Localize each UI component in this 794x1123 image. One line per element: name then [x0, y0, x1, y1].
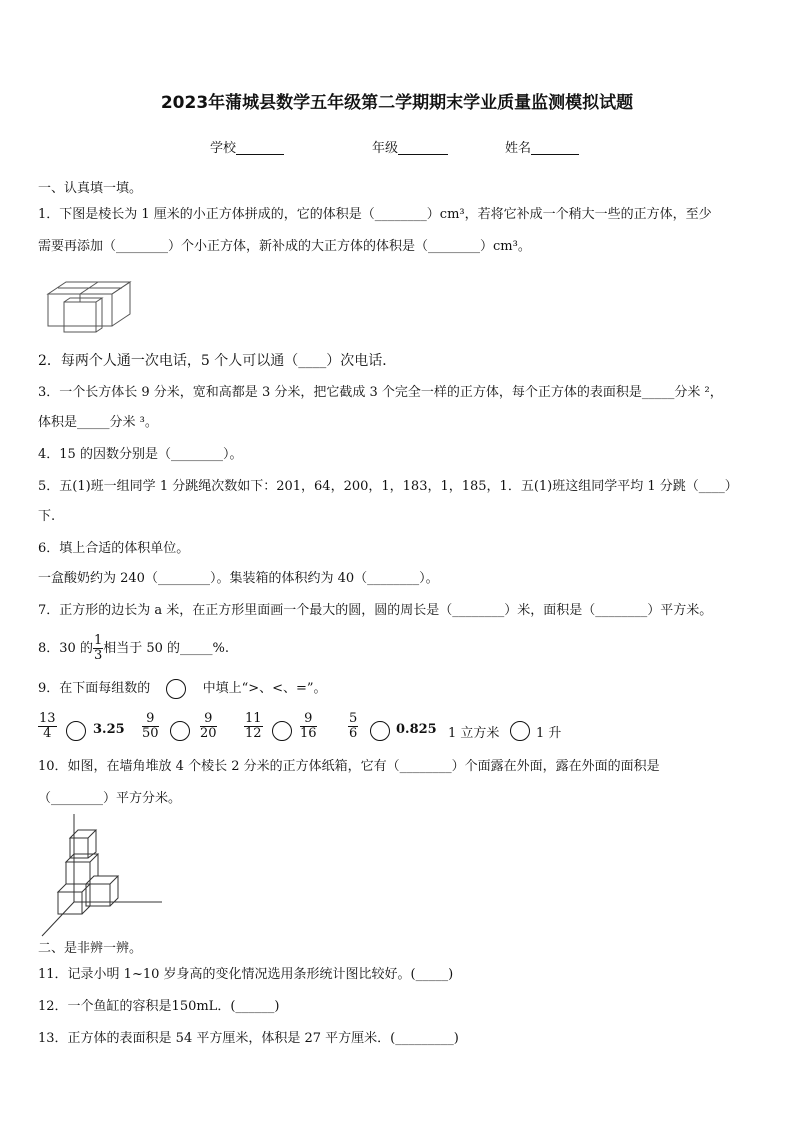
pair-5-circle[interactable]	[510, 721, 530, 741]
pair-1-left	[38, 712, 57, 741]
question-12: 12．一个鱼缸的容积是150mL．(______)	[38, 999, 280, 1014]
pair-2-left	[142, 712, 159, 741]
pair-1-left-num: 13	[39, 711, 56, 726]
grade-label: 年级	[372, 141, 399, 156]
pair-3-right-num: 9	[300, 712, 317, 727]
pair-4-left-num: 5	[349, 711, 358, 726]
pair-1-circle[interactable]	[66, 721, 86, 741]
pair-2-right	[200, 712, 217, 741]
grade-blank[interactable]	[398, 140, 448, 155]
grade-field[interactable]	[372, 140, 448, 158]
comparison-row	[38, 710, 758, 754]
pair-2-circle[interactable]	[170, 721, 190, 741]
question-5-line-1: 5．五(1)班一组同学 1 分跳绳次数如下：201，64，200，1，183，1，185，1．五(1)班这组同学平均 1 分跳（____）	[38, 479, 738, 494]
question-3-line-2: 体积是_____分米 ³。	[38, 415, 158, 430]
school-blank[interactable]	[236, 140, 284, 155]
pair-4-circle[interactable]	[370, 721, 390, 741]
question-6-line-2: 一盒酸奶约为 240（________）。集装箱的体积约为 40（________）。	[38, 571, 439, 586]
fraction-numerator: 1	[93, 633, 103, 648]
page-title: 2023年蒲城县数学五年级第二学期期末学业质量监测模拟试题	[160, 93, 634, 113]
section-heading-1: 一、认真填一填。	[38, 181, 143, 196]
name-label: 姓名	[505, 141, 532, 156]
question-8-suffix: 相当于 50 的_____%.	[103, 641, 230, 656]
question-8	[38, 632, 229, 666]
pair-5-left: 1 立方米	[448, 726, 500, 741]
question-13: 13．正方体的表面积是 54 平方厘米，体积是 27 平方厘米．(_________)	[38, 1031, 459, 1046]
school-field[interactable]	[210, 140, 284, 158]
pair-2-right-num: 9	[200, 712, 217, 727]
pair-5-right: 1 升	[536, 726, 562, 741]
pair-4-left-den: 6	[349, 726, 358, 741]
corner-cubes-figure	[36, 814, 166, 940]
pair-2-left-den: 50	[142, 726, 159, 741]
question-1-line-2: 需要再添加（________）个小正方体，新补成的大正方体的体积是（________）cm³。	[38, 239, 531, 254]
question-5-line-2: 下.	[38, 509, 56, 524]
section-heading-2: 二、是非辨一辨。	[38, 941, 143, 956]
question-8-fraction	[93, 634, 103, 663]
question-8-prefix: 8．30 的	[38, 641, 93, 656]
question-10-line-1: 10．如图，在墙角堆放 4 个棱长 2 分米的正方体纸箱，它有（________）个面露在外面，露在外面的面积是	[38, 759, 660, 774]
pair-4-right: 0.825	[396, 722, 437, 737]
name-blank[interactable]	[531, 140, 579, 155]
comparison-circle-sample	[166, 679, 186, 699]
school-label: 学校	[210, 141, 237, 156]
pair-3-circle[interactable]	[272, 721, 292, 741]
cube-stack-figure	[38, 272, 138, 342]
question-9-intro	[38, 678, 327, 700]
pair-1-left-den: 4	[43, 726, 52, 741]
question-10-line-2: （________）平方分米。	[38, 791, 182, 806]
pair-3-left	[244, 712, 263, 741]
question-3-line-1: 3．一个长方体长 9 分米，宽和高都是 3 分米，把它截成 3 个完全一样的正方体，每个正方体的表面积是_____分米 ²，	[38, 385, 723, 400]
question-9-prefix: 9．在下面每组数的	[38, 681, 151, 696]
pair-2-left-num: 9	[142, 712, 159, 727]
question-2: 2．每两个人通一次电话，5 个人可以通（____）次电话．	[38, 353, 397, 369]
question-7: 7．正方形的边长为 a 米，在正方形里面画一个最大的圆，圆的周长是（________）米，面积是（________）平方米。	[38, 603, 713, 618]
question-9-suffix: 中填上“>、<、=”。	[202, 681, 327, 696]
question-4: 4．15 的因数分别是（________）。	[38, 447, 243, 462]
pair-3-right-den: 16	[300, 726, 317, 741]
pair-3-left-num: 11	[245, 711, 262, 726]
pair-4-left	[348, 712, 358, 741]
name-field[interactable]	[505, 140, 579, 158]
pair-1-right: 3.25	[93, 722, 125, 737]
question-6-line-1: 6．填上合适的体积单位。	[38, 541, 190, 556]
pair-3-left-den: 12	[245, 726, 262, 741]
question-11: 11．记录小明 1~10 岁身高的变化情况选用条形统计图比较好。(_____)	[38, 967, 454, 982]
pair-2-right-den: 20	[200, 726, 217, 741]
question-1-line-1: 1．下图是棱长为 1 厘米的小正方体拼成的，它的体积是（________）cm³，若将它补成一个稍大一些的正方体，至少	[38, 207, 712, 222]
fraction-denominator: 3	[93, 648, 103, 663]
pair-3-right	[300, 712, 317, 741]
